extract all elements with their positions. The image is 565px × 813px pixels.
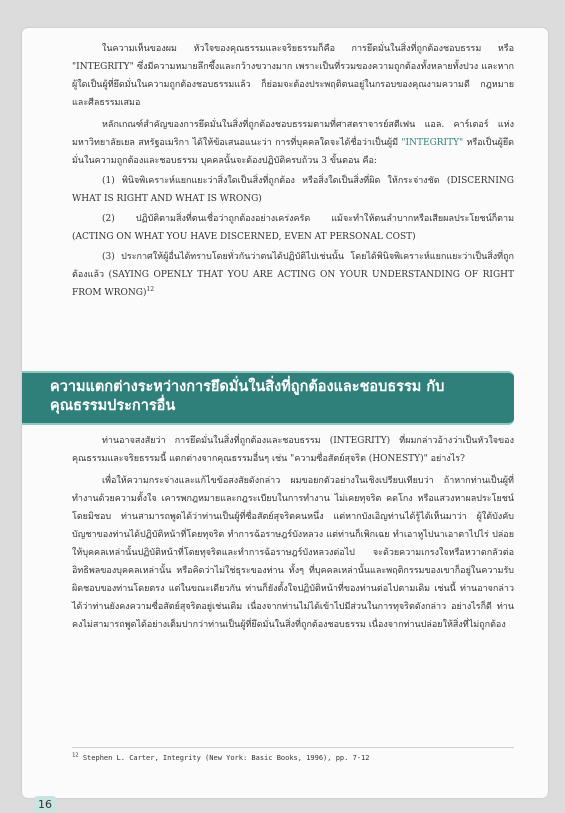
footnote-ref: 12 [146, 286, 155, 293]
section-comparison [72, 432, 514, 634]
paragraph [72, 116, 514, 170]
list-item [72, 248, 514, 302]
paragraph: ในความเห็นของผม หัวใจของคุณธรรมและจริยธรรมก็คือ การยึดมั่นในสิ่งที่ถูกต้องชอบธรรม หรือ "INTEGRITY" ซึ่งมีความหมายลึกซึ้งและกว้างขวางมาก เพราะเป็นที่รวมของความถูกต้องทั้งหลายทั้งปวง และหากผู้ใดเป็นผู้ที่ยึดมั่นในความถูกต้องชอบธรรมแล้ว ก็ย่อมจะต้องประพฤติตนอยู่ในกรอบของคุณงามความดี กฎหมายและศีลธรรมเสมอ [72, 44, 514, 108]
footnote [72, 752, 514, 764]
integrity-term: "INTEGRITY" [401, 138, 464, 148]
paragraph: เพื่อให้ความกระจ่างและแก้ไขข้อสงสัยดังกล่าว ผมขอยกตัวอย่างในเชิงเปรียบเทียบว่า ถ้าหากท่านเป็นผู้ที่ทำงานด้วยความตั้งใจ เคารพกฎหมายและกฎระเบียบในการทำงาน ไม่เคยทุจริต คดโกง หรือแสวงหาผลประโยชน์โดยมิชอบ ท่านสามารถพูดได้ว่าท่านเป็นผู้ที่ซื่อสัตย์สุจริตคนหนึ่ง แต่หากบังเอิญท่านได้รู้ได้เห็นมาว่า ผู้ใต้บังคับบัญชาของท่านได้ปฏิบัติหน้าที่โดยทุจริต ทำการฉ้อราษฎร์บังหลวง แต่ท่านก็เพิกเฉย ทำเอาหูไปนาเอาตาไปไร่ ปล่อยให้บุคคลเหล่านั้นปฏิบัติหน้าที่โดยทุจริตและทำการฉ้อราษฎร์บังหลวงต่อไป จะด้วยความเกรงใจหรือหวาดกลัวต่ออิทธิพลของบุคคลเหล่านั้น หรือคิดว่าไม่ใช่ธุระของท่าน ทั้งๆ ที่บุคคลเหล่านั้นและพฤติกรรมของเขาก็อยู่ในความรับผิดชอบของท่านโดยตรง แต่ในขณะเดียวกัน ท่านก็ยังตั้งใจปฏิบัติหน้าที่ของท่านต่อไปตามเดิม เช่นนี้ ท่านอาจกล่าวได้ว่าท่านยังคงความซื่อสัตย์สุจริตอยู่เช่นเดิม เนื่องจากท่านไม่ได้เข้าไปมีส่วนในการทุจริตดังกล่าว อย่างไรก็ดี ท่านคงไม่สามารถพูดได้อย่างเต็มปากว่าท่านเป็นผู้ที่ยึดมั่นในสิ่งที่ถูกต้องชอบธรรม เนื่องจากท่านปล่อยให้สิ่งที่ไม่ถูกต้อง [72, 476, 514, 630]
section-intro [72, 40, 514, 302]
footnote-text: Stephen L. Carter, Integrity (New York: Basic Books, 1996), pp. 7-12 [82, 754, 370, 762]
list-item: (2) ปฏิบัติตามสิ่งที่ตนเชื่อว่าถูกต้องอย่างเคร่งครัด แม้จะทำให้ตนลำบากหรือเสียผลประโยชน์ก็ตาม (ACTING ON WHAT YOU HAVE DISCERNED, EVEN AT PERSONAL COST) [72, 214, 514, 242]
section-heading-banner [22, 371, 514, 425]
list-item: (1) พินิจพิเคราะห์แยกแยะว่าสิ่งใดเป็นสิ่งที่ถูกต้อง หรือสิ่งใดเป็นสิ่งที่ผิด ให้กระจ่างชัด (DISCERNING WHAT IS RIGHT AND WHAT IS WRONG) [72, 176, 514, 204]
document-page [22, 28, 548, 811]
paragraph-text: หรือเป็นผู้ยึดมั่นในความถูกต้องและชอบธรรม บุคคลนั้นจะต้องปฏิบัติครบถ้วน 3 ขั้นตอน คือ: [72, 138, 514, 166]
footnote-number: 12 [72, 752, 79, 759]
page-number: 16 [34, 796, 56, 813]
footnote-divider [72, 747, 514, 748]
paragraph: ท่านอาจสงสัยว่า การยึดมั่นในสิ่งที่ถูกต้องและชอบธรรม (INTEGRITY) ที่ผมกล่าวอ้างว่าเป็นหัวใจของคุณธรรมและจริยธรรมนี้ แตกต่างจากคุณธรรมอื่นๆ เช่น "ความซื่อสัตย์สุจริต (HONESTY)" อย่างไร? [72, 436, 514, 464]
paragraph-text: หลักเกณฑ์สำคัญของการยึดมั่นในสิ่งที่ถูกต้องชอบธรรมตามที่ศาสตราจารย์สตีเฟน แอล. คาร์เตอร์ แห่งมหาวิทยาลัยเยล สหรัฐอเมริกา ได้ให้ข้อเสนอแนะว่า การที่บุคคลใดจะได้ชื่อว่าเป็นผู้มี [72, 120, 514, 148]
list-item-text: (3) ประกาศให้ผู้อื่นได้ทราบโดยทั่วกันว่าตนได้ปฏิบัติไปเช่นนั้น โดยได้พินิจพิเคราะห์แยกแยะว่าเป็นสิ่งที่ถูกต้องแล้ว (SAYING OPENLY THAT YOU ARE ACTING ON YOUR UNDERSTANDING OF RIGHT FROM WRONG) [72, 252, 514, 298]
section-heading: ความแตกต่างระหว่างการยึดมั่นในสิ่งที่ถูกต้องและชอบธรรม กับคุณธรรมประการอื่น [50, 379, 445, 414]
